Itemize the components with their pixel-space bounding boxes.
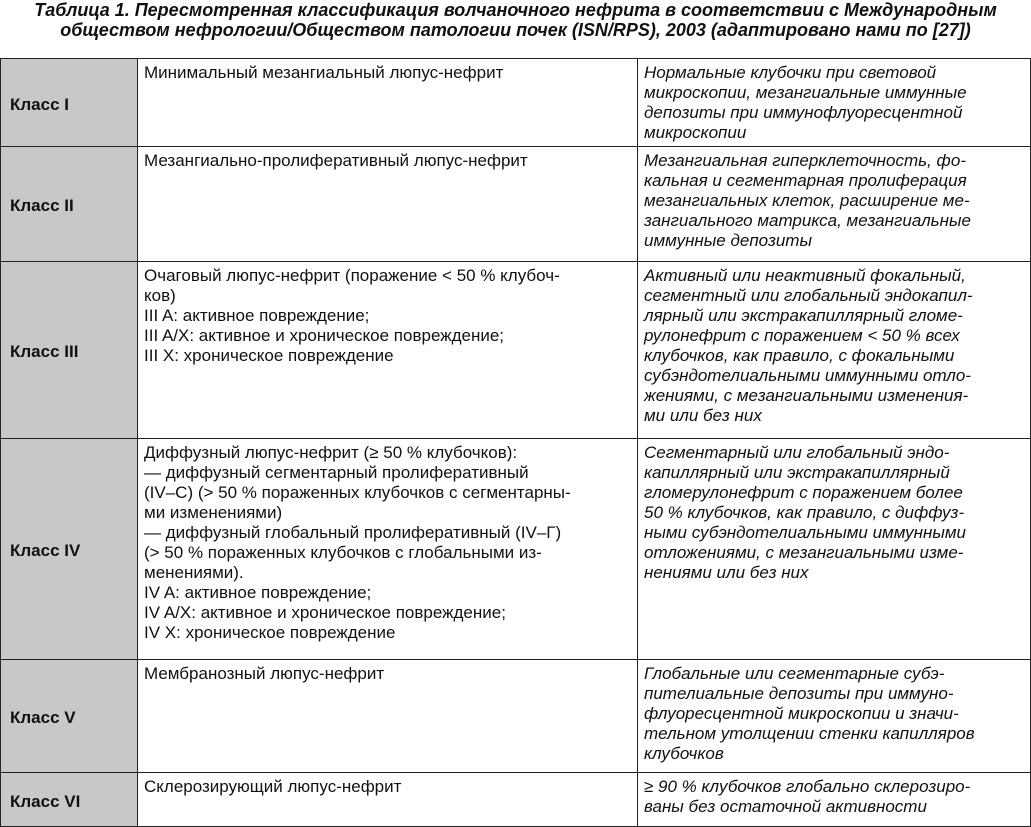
name-line: IV A/X: активное и хроническое повреждение;: [144, 603, 506, 622]
description-line: рулонефрит с поражением < 50 % всех: [644, 326, 960, 345]
class-cell: Класс V: [1, 660, 138, 773]
class-cell: Класс II: [1, 147, 138, 262]
description-line: ваны без остаточной активности: [644, 797, 927, 816]
name-line: III A/X: активное и хроническое повреждение;: [144, 326, 505, 345]
description-line: Мезангиальная гиперклеточность, фо-: [644, 151, 966, 170]
table-body: [1, 59, 1031, 827]
name-line: III X: хроническое повреждение: [144, 346, 394, 365]
description-cell: [638, 439, 1031, 660]
table-row: [1, 147, 1031, 262]
description-cell: [638, 147, 1031, 262]
description-line: депозиты при иммунофлуоресцентной: [644, 103, 963, 122]
description-line: капиллярный или экстракапиллярный: [644, 463, 950, 482]
description-cell: [638, 660, 1031, 773]
name-line: IV A: активное повреждение;: [144, 583, 372, 602]
table-row: [1, 660, 1031, 773]
table-row: [1, 773, 1031, 827]
description-line: флуоресцентной микроскопии и значи-: [644, 704, 959, 723]
caption-line-2: обществом нефрологии/Обществом патологии почек (ISN/RPS), 2003 (адаптировано нами по [27]): [60, 20, 971, 40]
description-line: Нормальные клубочки при световой: [644, 63, 937, 82]
description-line: лярный или экстракапиллярный гломе-: [644, 306, 963, 325]
name-line: — диффузный сегментарный пролиферативный: [144, 463, 529, 482]
description-line: ≥ 90 % клубочков глобально склерозиро-: [644, 777, 971, 796]
description-line: микроскопии: [644, 123, 747, 142]
description-line: ми или без них: [644, 406, 762, 425]
name-cell: [138, 262, 638, 439]
name-line: Мембранозный люпус-нефрит: [144, 664, 385, 683]
description-line: микроскопии, мезангиальные иммунные: [644, 83, 967, 102]
description-line: субэндотелиальными иммунными отло-: [644, 366, 971, 385]
description-line: гломерулонефрит с поражением более: [644, 483, 963, 502]
name-line: Мезангиально-пролиферативный люпус-нефрит: [144, 151, 528, 170]
description-cell: [638, 773, 1031, 827]
description-line: сегментный или глобальный эндокапил-: [644, 286, 973, 305]
classification-table: [0, 58, 1031, 827]
name-line: — диффузный глобальный пролиферативный (IV–Г): [144, 523, 562, 542]
name-cell: [138, 147, 638, 262]
description-line: пителиальные депозиты при иммуно-: [644, 684, 954, 703]
description-line: зангиального матрикса, мезангиальные: [644, 211, 971, 230]
name-line: Склерозирующий люпус-нефрит: [144, 777, 402, 796]
description-line: тельном утолщении стенки капилляров: [644, 724, 975, 743]
description-line: 50 % клубочков, как правило, с диффуз-: [644, 503, 965, 522]
description-line: Глобальные или сегментарные субэ-: [644, 664, 945, 683]
name-line: Очаговый люпус-нефрит (поражение < 50 % клубоч-: [144, 266, 560, 285]
table-row: [1, 262, 1031, 439]
name-line: Минимальный мезангиальный люпус-нефрит: [144, 63, 504, 82]
name-cell: [138, 439, 638, 660]
name-cell: [138, 59, 638, 147]
table-row: [1, 59, 1031, 147]
name-line: (IV–С) (> 50 % пораженных клубочков с сегментарны-: [144, 483, 571, 502]
name-line: менениями).: [144, 563, 244, 582]
name-cell: [138, 773, 638, 827]
description-line: Сегментарный или глобальный эндо-: [644, 443, 950, 462]
name-line: IV X: хроническое повреждение: [144, 623, 396, 642]
table-row: [1, 439, 1031, 660]
description-line: жениями, с мезангиальными изменения-: [644, 386, 969, 405]
description-line: ными субэндотелиальными иммунными: [644, 523, 966, 542]
name-line: Диффузный люпус-нефрит (≥ 50 % клубочков):: [144, 443, 518, 462]
description-line: Активный или неактивный фокальный,: [644, 266, 966, 285]
description-line: кальная и сегментарная пролиферация: [644, 171, 967, 190]
class-cell: Класс VI: [1, 773, 138, 827]
description-line: отложениями, с мезангиальными изме-: [644, 543, 964, 562]
description-line: нениями или без них: [644, 563, 809, 582]
name-line: (> 50 % пораженных клубочков с глобальными из-: [144, 543, 542, 562]
description-cell: [638, 262, 1031, 439]
description-line: мезангиальных клеток, расширение ме-: [644, 191, 970, 210]
class-cell: Класс III: [1, 262, 138, 439]
name-line: III A: активное повреждение;: [144, 306, 370, 325]
description-line: клубочков: [644, 744, 724, 763]
class-cell: Класс IV: [1, 439, 138, 660]
caption-line-1: Таблица 1. Пересмотренная классификация волчаночного нефрита в соответствии с Международным: [34, 0, 997, 20]
name-cell: [138, 660, 638, 773]
description-cell: [638, 59, 1031, 147]
name-line: ми изменениями): [144, 503, 283, 522]
class-cell: Класс I: [1, 59, 138, 147]
name-line: ков): [144, 286, 176, 305]
description-line: иммунные депозиты: [644, 231, 812, 250]
description-line: клубочков, как правило, с фокальными: [644, 346, 955, 365]
